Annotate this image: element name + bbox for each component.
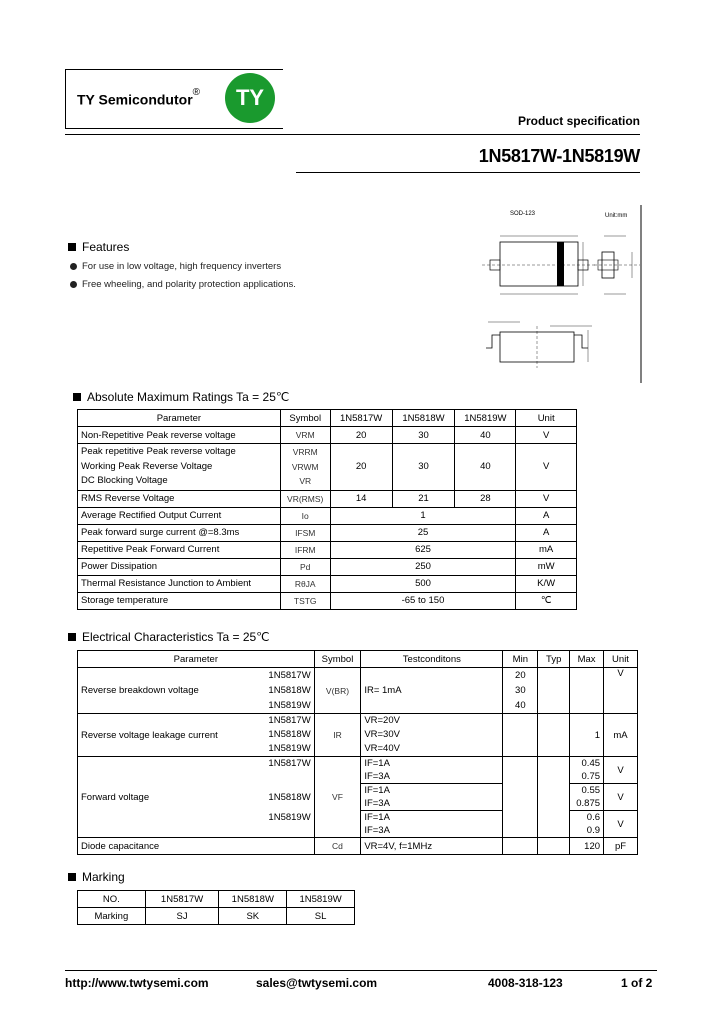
elec-char-table bbox=[77, 650, 638, 855]
product-spec-label: Product specification bbox=[517, 114, 640, 128]
unit-note: Unit:mm bbox=[605, 213, 628, 219]
table-header-row: NO. 1N5817W 1N5818W 1N5819W bbox=[78, 891, 355, 908]
marking-heading: Marking bbox=[68, 870, 125, 884]
table-row: Forward voltage 1N5817W VF IF=1A IF=3A 0.45 0.75 V bbox=[78, 757, 638, 784]
table-row: 1N5818W IF=1A IF=3A 0.55 0.875 V bbox=[78, 784, 638, 811]
table-row: Reverse voltage leakage current 1N5817W 1N5818W 1N5819W IR VR=20V VR=30V VR=40V 1 mA bbox=[78, 714, 638, 757]
table-row: Diode capacitance Cd VR=4V, f=1MHz 120 pF bbox=[78, 838, 638, 855]
ty-logo: TY bbox=[225, 73, 275, 123]
marking-table bbox=[77, 890, 355, 925]
part-number-title: 1N5817W-1N5819W bbox=[478, 146, 640, 166]
table-header-row: Parameter Symbol Testconditons Min Typ Max Unit bbox=[78, 651, 638, 668]
feature-item-1: For use in low voltage, high frequency inverters bbox=[70, 261, 281, 272]
table-row: Non-Repetitive Peak reverse voltage VRM 20 30 40 V bbox=[78, 427, 577, 444]
table-row: Average Rectified Output Current Io 1 A bbox=[78, 507, 577, 524]
table-row: RMS Reverse Voltage VR(RMS) 14 21 28 V bbox=[78, 490, 577, 507]
company-name: TY Semicondutor® bbox=[77, 87, 201, 108]
footer-phone: 4008-318-123 bbox=[488, 976, 563, 990]
abs-max-heading: Absolute Maximum Ratings Ta = 25℃ bbox=[73, 390, 289, 404]
package-name: SOD-123 bbox=[510, 211, 536, 217]
feature-item-2: Free wheeling, and polarity protection applications. bbox=[70, 279, 296, 290]
table-row: Storage temperature TSTG -65 to 150 ℃ bbox=[78, 592, 577, 609]
table-header-row: Parameter Symbol 1N5817W 1N5818W 1N5819W Unit bbox=[78, 410, 577, 427]
table-row: Marking SJ SK SL bbox=[78, 908, 355, 925]
abs-max-table bbox=[77, 409, 577, 610]
page-number: 1 of 2 bbox=[621, 976, 653, 990]
table-row: Thermal Resistance Junction to Ambient RθJA 500 K/W bbox=[78, 575, 577, 592]
footer-rule bbox=[65, 970, 657, 971]
header-rule bbox=[65, 134, 640, 135]
table-row: 1N5819W IF=1A IF=3A 0.6 0.9 V bbox=[78, 811, 638, 838]
table-row: Reverse breakdown voltage 1N5817W 1N5818W 1N5819W V(BR) IR= 1mA 20 30 40 V bbox=[78, 668, 638, 714]
table-row: Peak forward surge current @=8.3ms IFSM 25 A bbox=[78, 524, 577, 541]
table-row: Repetitive Peak Forward Current IFRM 625 mA bbox=[78, 541, 577, 558]
title-rule bbox=[296, 172, 640, 173]
features-heading: Features bbox=[68, 240, 129, 254]
footer-website-link[interactable]: http://www.twtysemi.com bbox=[65, 976, 209, 990]
table-row: Power Dissipation Pd 250 mW bbox=[78, 558, 577, 575]
footer-email-link[interactable]: sales@twtysemi.com bbox=[256, 976, 378, 990]
package-outline-drawing bbox=[480, 200, 645, 385]
table-row: Peak repetitive Peak reverse voltage Working Peak Reverse Voltage DC Blocking Voltage VRRM VRWM VR 20 30 40 V bbox=[78, 444, 577, 491]
elec-char-heading: Electrical Characteristics Ta = 25℃ bbox=[68, 630, 270, 644]
